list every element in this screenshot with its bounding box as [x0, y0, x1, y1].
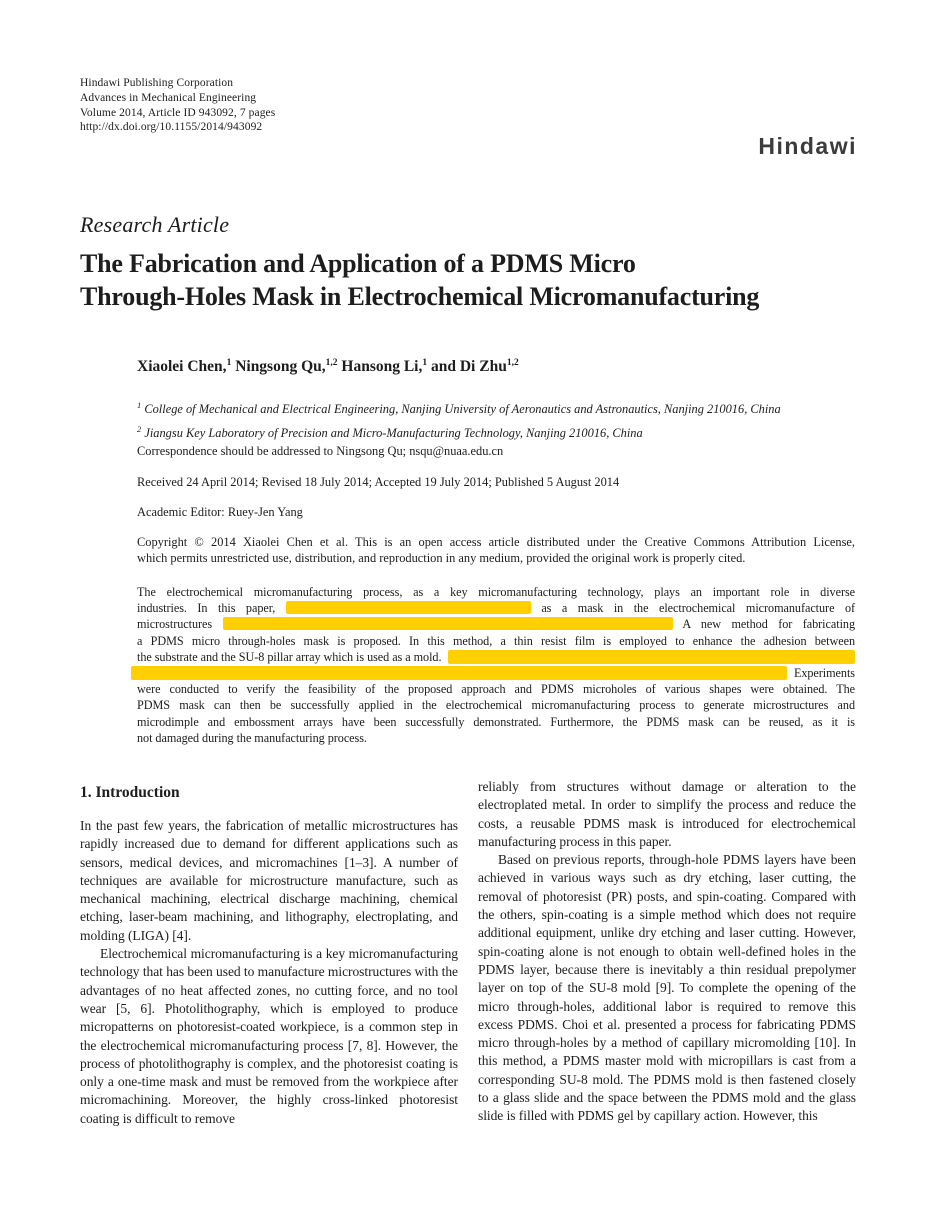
abstract-text: microstructures: [137, 617, 213, 632]
right-column: [478, 778, 856, 1126]
author-name: Hansong Li,: [341, 358, 423, 376]
abstract-line: [137, 649, 855, 665]
abstract-text: Experiments: [793, 665, 855, 680]
abstract-text: PDMS mask can then be successfully applied in the electrochemical micromanufacturing process to generate microstructures and: [137, 698, 855, 713]
abstract-text: not damaged during the manufacturing process.: [137, 730, 367, 745]
abstract-line: [137, 616, 855, 632]
redaction-highlight: [131, 666, 787, 680]
body-paragraph: Electrochemical micromanufacturing is a key micromanufacturing technology that has been used to manufacture microstructures with the advantages of no heat affected zones, no cutting force, and no tool wear [5, 6]. Photolithography, which is employed to produce micropatterns on photoresist-coated workpiece, is a common step in the electrochemical micromanufacturing process [7, 8]. However, the process of photolithography is complex, and the photoresist coating is only a one-time mask and must be removed from the workpiece after micromachining. Moreover, the highly cross-linked photoresist coating is difficult to remove: [80, 946, 458, 1126]
abstract-text: were conducted to verify the feasibility of the proposed approach and PDMS microholes of various shapes were obtained. The: [137, 682, 855, 697]
author-affiliation-ref: 1: [422, 358, 428, 368]
abstract-line: [137, 584, 855, 600]
article-title-line2: Through-Holes Mask in Electrochemical Micromanufacturing: [80, 282, 760, 311]
abstract-text: a PDMS micro through-holes mask is proposed. In this method, a thin resist film is employed to enhance the adhesion between: [137, 633, 855, 648]
author-affiliation-ref: 1,2: [506, 358, 519, 368]
author-affiliation-ref: 1,2: [325, 358, 338, 368]
author-name: Xiaolei Chen,: [137, 358, 227, 376]
academic-editor-line: Academic Editor: Ruey-Jen Yang: [137, 505, 303, 519]
affiliation-number: 1: [137, 400, 142, 410]
abstract-line: [137, 730, 855, 746]
left-column: [80, 817, 458, 1128]
affiliation-text: College of Mechanical and Electrical Engineering, Nanjing University of Aeronautics and Astronautics, Nanjing 210016, China: [141, 402, 781, 417]
journal-name-line: Advances in Mechanical Engineering: [80, 91, 257, 104]
abstract-text: as a mask in the electrochemical micromanufacture of: [541, 601, 855, 616]
introduction-heading: 1. Introduction: [80, 784, 180, 801]
hindawi-logo: Hindawi: [758, 133, 857, 159]
affiliation-number: 2: [137, 423, 142, 434]
body-paragraph: Based on previous reports, through-hole PDMS layers have been achieved in various ways such as dry etching, laser cutting, the removal of photoresist (PR) posts, and spin-coating. Compared with the others, spin-coating is a simple method which does not require additional equipment, unlike dry etching and laser cutting. However, spin-coating alone is not enough to obtain well-defined holes in the PDMS layer, because there is inevitably a thin residual prepolymer layer on top of the SU-8 mold [9]. To complete the opening of the micro through-holes, additional labor is required to remove this excess PDMS. Choi et al. presented a process for fabricating PDMS micro through-holes by a method of capillary micromolding [10]. In this method, a PDMS master mold with micropillars is cast from a corresponding SU-8 mold. The PDMS mold is then fastened closely to a glass slide and the space between the PDMS mold and the glass slide is filled with PDMS gel by capillary action. However, this: [478, 852, 856, 1124]
abstract-line: [137, 633, 855, 649]
abstract-text: industries. In this paper,: [137, 601, 276, 616]
author-name: Ningsong Qu,: [235, 358, 326, 376]
copyright-line2: which permits unrestricted use, distribution, and reproduction in any medium, provided the original work is properly cited.: [137, 550, 746, 565]
correspondence-line: Correspondence should be addressed to Ningsong Qu; nsqu@nuaa.edu.cn: [137, 444, 504, 458]
author-name: and Di Zhu: [431, 358, 507, 376]
redaction-highlight: [223, 617, 673, 630]
authors-line: [137, 358, 519, 376]
redaction-highlight: [286, 601, 531, 614]
abstract-line: [137, 697, 855, 713]
history-line: Received 24 April 2014; Revised 18 July 2014; Accepted 19 July 2014; Published 5 August 2014: [137, 475, 620, 489]
abstract: [137, 584, 855, 746]
body-paragraph: reliably from structures without damage or alteration to the electroplated metal. In order to simplify the process and reduce the costs, a reusable PDMS mask is introduced for electrochemical manufacturing process in this paper.: [478, 779, 856, 849]
abstract-text: The electrochemical micromanufacturing process, as a key micromanufacturing technology, plays an important role in diverse: [137, 585, 855, 599]
article-title-line1: The Fabrication and Application of a PDMS Micro: [80, 249, 636, 278]
author-affiliation-ref: 1: [226, 358, 232, 368]
publisher-line: Hindawi Publishing Corporation: [80, 77, 234, 89]
abstract-line: [137, 600, 855, 616]
copyright-block: [137, 535, 855, 567]
doi-line: http://dx.doi.org/10.1155/2014/943092: [80, 121, 263, 134]
journal-header: [80, 76, 275, 135]
abstract-text: microdimple and embossment arrays have been successfully demonstrated. Furthermore, the PDMS mask can be reused, as it is: [137, 714, 855, 729]
redaction-highlight: [448, 650, 855, 664]
volume-line: Volume 2014, Article ID 943092, 7 pages: [80, 106, 276, 119]
affiliation-line: [137, 420, 781, 444]
affiliation-line: [137, 396, 781, 420]
body-paragraph: In the past few years, the fabrication of metallic microstructures has rapidly increased due to demand for different applications such as sensors, medical devices, and micromachines [1–3]. A number of techniques are available for microstructure manufacture, such as mechanical machining, electrical discharge machining, chemical etching, laser-beam machining, and lithography, electroplating, and molding (LIGA) [4].: [80, 818, 458, 943]
abstract-text: A new method for fabricating: [682, 617, 855, 632]
abstract-line: [137, 681, 855, 697]
abstract-text: the substrate and the SU-8 pillar array which is used as a mold.: [137, 649, 442, 664]
abstract-line: [137, 714, 855, 730]
article-type-label: Research Article: [80, 212, 230, 237]
affiliations-block: [137, 396, 781, 443]
copyright-line1: Copyright © 2014 Xiaolei Chen et al. This is an open access article distributed under the Creative Commons Attribution License,: [137, 535, 855, 549]
article-title: [80, 247, 870, 313]
affiliation-text: Jiangsu Key Laboratory of Precision and Micro-Manufacturing Technology, Nanjing 210016, China: [141, 425, 643, 440]
abstract-line: [137, 665, 855, 681]
